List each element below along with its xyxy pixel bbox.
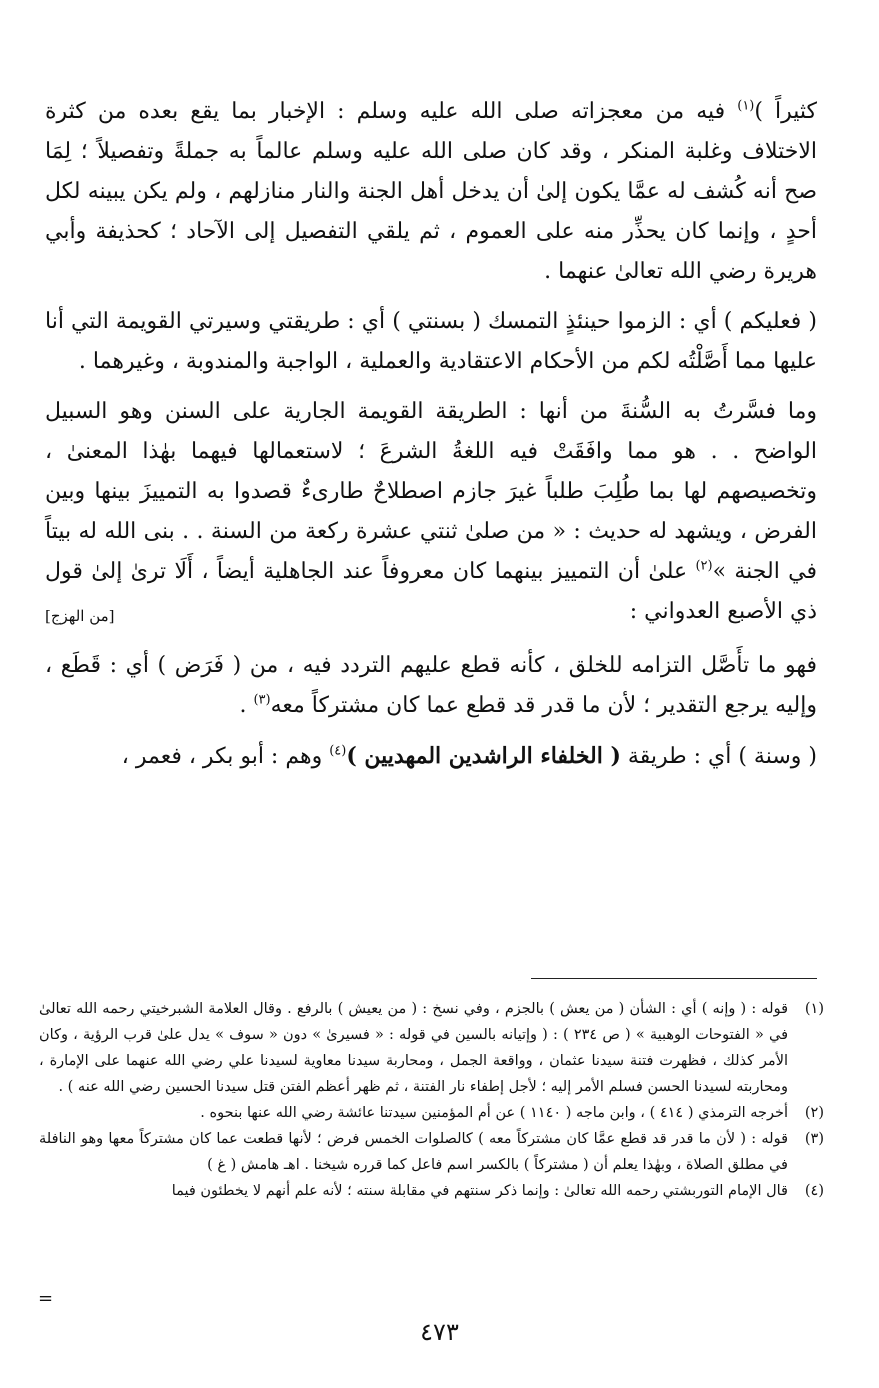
paragraph [45, 92, 817, 292]
paragraph-text: . [239, 693, 254, 718]
footnote-number: (٢) [804, 1105, 824, 1121]
footnote-text: قوله : ( لأن ما قدر قد قطع عمَّا كان مشتركاً معه ) كالصلوات الخمس فرض ؛ لأنها قطعت عما كان مشتركاً معها وهو النافلة في مطلق الصلاة ، وبهٰذا يعلم أن ( مشتركاً ) بالكسر اسم فاعل كما قرره شيخنا . اهـ هامش ( غ ) [39, 1131, 788, 1173]
paragraph-text: وما فسَّرتُ به السُّنةَ من أنها : الطريقة القويمة الجارية على السنن وهو السبيل الواضح . . هو مما وافَقَتْ فيه اللغةُ الشرعَ ؛ لاستعمالها فيهما بهٰذا المعنىٰ ، وتخصيصهم لها بما طُلِبَ طلباً غيرَ جازم اصطلاحٌ طارىءٌ قصدوا به التمييزَ بينها وبين الفرض ، ويشهد له حديث : « من صلىٰ ثنتي عشرة ركعة من السنة . . بنى الله له بيتاً في الجنة » [45, 399, 818, 584]
footnote [39, 1126, 824, 1178]
paragraph: ( فعليكم ) أي : الزموا حينئذٍ التمسك ( بسنتي ) أي : طريقتي وسيرتي القويمة التي أنا عليها مما أَصَّلْتُه لكم من الأحكام الاعتقادية والعملية ، الواجبة والمندوبة ، وغيرهما . [45, 309, 817, 374]
paragraph-text: فهو ما تأَصَّل التزامه للخلق ، كأنه قطع عليهم التردد فيه ، من ( فَرَض ) أي : قَطَع ، وإليه يرجع التقدير ؛ لأن ما قدر قد قطع عما كان مشتركاً معه [45, 653, 817, 718]
paragraph-text: فيه من معجزاته صلى الله عليه وسلم : الإخبار بما يقع بعده من كثرة الاختلاف وغلبة المنكر ، وقد كان صلى الله عليه وسلم عالماً به جملةً وتفصيلاً ؛ لِمَا صح أنه كُشف له عمَّا يكون إلىٰ أن يدخل أهل الجنة والنار منازلهم ، ولم يكن يبينه لكل أحدٍ ، وإنما كان يحذِّر منه على العموم ، ثم يلقي التفصيل إلى الآحاد ؛ كحذيفة وأبي هريرة رضي الله تعالىٰ عنهما . [45, 99, 817, 284]
footnote-text: قوله : ( وإنه ) أي : الشأن ( من يعش ) بالجزم ، وفي نسخ : ( من يعيش ) بالرفع . وقال العلامة الشبرخيتي رحمه الله تعالىٰ في « الفتوحات الوهبية » ( ص ٢٣٤ ) : ( وإتيانه بالسين في قوله : « فسيرىٰ » دون « سوف » يدل علىٰ قرب الرؤية ، وكان الأمر كذلك ، فظهرت فتنة سيدنا عثمان ، وواقعة الجمل ، ومحاربة سيدنا معاوية لسيدنا علي رضي الله عنهما على الإمارة ، ومحاربته لسيدنا الحسن فسلم الأمر إليه ؛ لأجل إطفاء نار الفتنة ، ثم ظهر أعظم الفتن قتل سيدنا الحسين رضي الله عنه ) . [39, 1001, 789, 1095]
footnote-number: (١) [804, 1001, 824, 1017]
paragraph-text: كثيراً ) [754, 99, 818, 124]
meter-label: [من الهزج] [45, 607, 115, 625]
footnote-number: (٤) [804, 1183, 824, 1199]
paragraph-text: علىٰ أن التمييز بينهما كان معروفاً عند الجاهلية أيضاً ، أَلَا ترىٰ إلىٰ قول ذي الأصبع العدواني : [45, 559, 817, 624]
paragraph-text: وهم : أبو بكر ، فعمر ، [121, 744, 330, 769]
footnote-ref[interactable]: (٣) [253, 692, 271, 708]
footnote-number: (٣) [804, 1131, 824, 1147]
bold-phrase: ( الخلفاء الراشدين المهديين ) [346, 743, 621, 769]
page-number: ٤٧٣ [420, 1318, 459, 1346]
footnote [39, 1178, 824, 1204]
footnote-ref[interactable]: (١) [737, 98, 755, 114]
footnote-text: قال الإمام التوربشتي رحمه الله تعالىٰ : وإنما ذكر سنتهم في مقابلة سنته ؛ لأنه علم أنهم لا يخطئون فيما [171, 1183, 788, 1199]
paragraph [45, 646, 817, 726]
paragraph [45, 736, 817, 777]
main-text [45, 92, 817, 777]
continuation-mark: = [38, 1288, 54, 1309]
footnote [39, 996, 824, 1100]
paragraph [45, 392, 817, 632]
paragraph-text: ( وسنة ) أي : طريقة [620, 744, 817, 769]
footnote-separator [531, 978, 817, 979]
footnote-text: أخرجه الترمذي ( ٤١٤ ) ، وابن ماجه ( ١١٤٠ ) عن أم المؤمنين سيدتنا عائشة رضي الله عنها بنحوه . [200, 1105, 788, 1121]
footnote-ref[interactable]: (٤) [329, 743, 347, 759]
footnotes [39, 996, 824, 1204]
footnote [39, 1100, 824, 1126]
footnote-ref[interactable]: (٢) [695, 558, 713, 574]
